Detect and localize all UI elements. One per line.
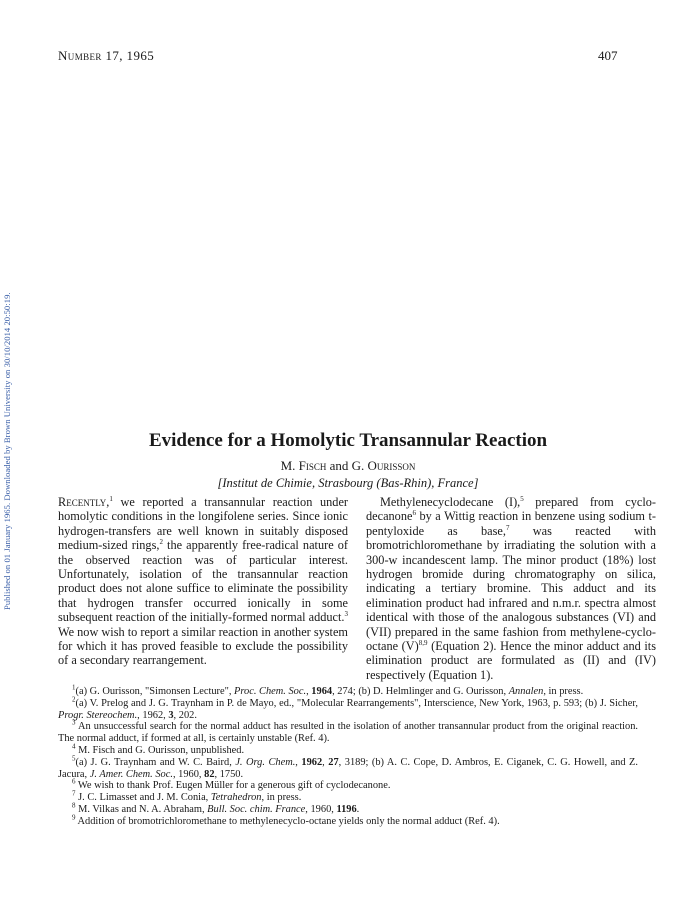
body-right-column (366, 495, 656, 682)
footnote-text: Addition of bromotrichloromethane to methylenecyclo-octane yields only the normal adduct (Ref. 4). (77, 815, 500, 827)
article-title: Evidence for a Homolytic Transannular Reaction (148, 430, 548, 451)
ref-mark: 2 (159, 538, 163, 547)
authors (0, 458, 696, 474)
footnote-number: 3 (72, 718, 76, 727)
text-run: prepared from cyclo-decanone (366, 495, 657, 524)
footnote-number: 9 (72, 813, 76, 822)
footnote-text: (a) G. Ourisson, "Simonsen Lecture", (75, 686, 235, 697)
text-run: we reported a transannular reaction under homolytic conditions in the longifolene series. Since ionic hydrogen-transfers are well known in suitably disposed medium-sized rings, (58, 495, 348, 553)
journal-name: Proc. Chem. Soc. (234, 686, 307, 697)
footnote-8 (58, 801, 638, 816)
running-header: Number 17, 1965 (58, 48, 155, 63)
footnote-text: , 3189; (b) A. C. Cope, D. Ambros, E. Ciganek, C. G. Howell, and Z. Jacura, (58, 756, 638, 780)
author-2: G. Ourisson (351, 458, 416, 473)
footnote-text: , in press. (261, 792, 302, 804)
author-1: M. Fisch (280, 458, 327, 473)
text-run: Methylenecyclodecane (I), (380, 495, 521, 509)
text-run: was reacted with bromotrichloromethane by irradiating the solution with a 300-w incandescent lamp. The minor product (18%) lost hydrogen bromide during chromatography on silica, indicating a tertiary bromine. This adduct and its elimination product had infrared and n.m.r. spectra almost identical with those of the analogous substances (VI) and (VII) prepared in the same fashion from methylene-cyclo-octane (V) (366, 523, 656, 654)
journal-name: Annalen (508, 686, 544, 697)
ref-mark: 6 (412, 509, 416, 518)
footnote-text: , 1962, (137, 709, 169, 721)
footnote-text: , 202. (173, 709, 197, 721)
text-run: by a Wittig reaction in benzene using sodium t-pentyloxide as base, (366, 509, 656, 538)
footnotes (58, 683, 638, 828)
footnote-text: J. C. Limasset and J. M. Conia, (78, 792, 211, 804)
text-run: the apparently free-radical nature of the observed reaction was of particular interest. Unfortunately, isolation of the transannular reaction product does not alone suffice to eliminate the possibility that hydrogen transfer occurred ionically in some subsequent reaction of the initially-formed normal adduct. (58, 538, 348, 625)
footnote-text: , (295, 756, 302, 768)
ref-mark: 7 (505, 523, 510, 532)
ref-mark: 5 (520, 494, 524, 503)
footnote-number: 8 (72, 801, 76, 810)
footnote-text: , 1750. (214, 768, 244, 780)
footnote-9 (58, 813, 638, 828)
download-sidebar (2, 150, 16, 610)
footnote-text: An unsuccessful search for the normal adduct has resulted in the isolation of another transannular product from the original reaction. The normal adduct, if formed at all, is certainly unstable (Ref. 4). (58, 721, 638, 745)
journal-name: J. Org. Chem. (235, 756, 296, 768)
body-left-column (58, 495, 348, 668)
page-number: 407 (598, 48, 618, 63)
footnote-2 (58, 695, 638, 722)
footnote-3 (58, 718, 638, 745)
footnote-1 (58, 683, 638, 698)
affiliation: [Institut de Chimie, Strasbourg (Bas-Rhin), France] (217, 476, 479, 490)
footnote-number: 6 (72, 777, 76, 786)
footnote-text: M. Vilkas and N. A. Abraham, (78, 803, 208, 815)
volume: 82 (204, 768, 215, 780)
paragraph (366, 495, 656, 682)
journal-name: Tetrahedron (210, 792, 262, 804)
footnote-number: 4 (72, 742, 76, 751)
footnote-text: We wish to thank Prof. Eugen Müller for a generous gift of cyclodecanone. (77, 780, 391, 792)
lead-word: Recently, (58, 495, 110, 509)
footnote-text: (a) J. G. Traynham and W. C. Baird, (75, 756, 236, 768)
footnote-number: 7 (72, 789, 76, 798)
footnote-number: 5 (72, 754, 76, 763)
footnote-number: 1 (72, 683, 76, 692)
year: 1962 (301, 756, 323, 768)
footnote-6 (58, 777, 638, 792)
footnote-4 (58, 742, 638, 757)
footnote-text: . (356, 803, 360, 815)
footnote-text: (a) V. Prelog and J. G. Traynham in P. de Mayo, ed., "Molecular Rearrangements", Interscience, New York, 1963, p. 593; (b) J. Sicher, (75, 697, 638, 709)
ref-mark: 1 (109, 494, 113, 503)
footnote-text: M. Fisch and G. Ourisson, unpublished. (78, 744, 245, 756)
footnote-text: , (306, 686, 312, 697)
ref-mark: 8,9 (418, 638, 428, 647)
text-run: (Equation 2). Hence the minor adduct and its elimination product are formulated as (II) and (IV) respectively (Equation 1). (366, 639, 656, 682)
journal-name: Bull. Soc. chim. France (207, 803, 306, 815)
footnote-number: 2 (72, 695, 76, 704)
footnote-text: , 274; (b) D. Helmlinger and G. Ourisson, (332, 686, 509, 697)
footnote-7 (58, 789, 638, 804)
paragraph (58, 495, 348, 668)
footnote-text: , in press. (543, 686, 584, 697)
journal-name: J. Amer. Chem. Soc. (89, 768, 173, 780)
footnote-text: , 1960, (172, 768, 205, 780)
journal-name: Progr. Stereochem. (58, 709, 138, 721)
footnote-5: $^5$(a) J. G. Traynham and W. C. Baird, J. Org. Chem., 1962, 27, 3189; (b) A. C. Cope, D. Ambros, E. Ciganek, C. G. Howell, and Z. Jacura, J. Amer. Chem. Soc., 1960, 82, 1750. (58, 754, 638, 780)
ref-mark: 3 (344, 610, 348, 619)
download-notice[interactable]: Published on 01 January 1965. Downloaded by Brown University on 30/10/2014 20:50:19. (2, 292, 12, 610)
author-separator: and (329, 458, 349, 473)
year: 1964 (311, 686, 333, 697)
text-run: We now wish to report a similar reaction in another system for which it has proved feasible to exclude the possibility of a secondary rearrangement. (58, 624, 348, 668)
volume: 3 (168, 709, 174, 721)
volume: 27 (328, 756, 339, 768)
page-ref: 1196 (336, 803, 357, 815)
footnote-text: , 1960, (305, 803, 337, 815)
